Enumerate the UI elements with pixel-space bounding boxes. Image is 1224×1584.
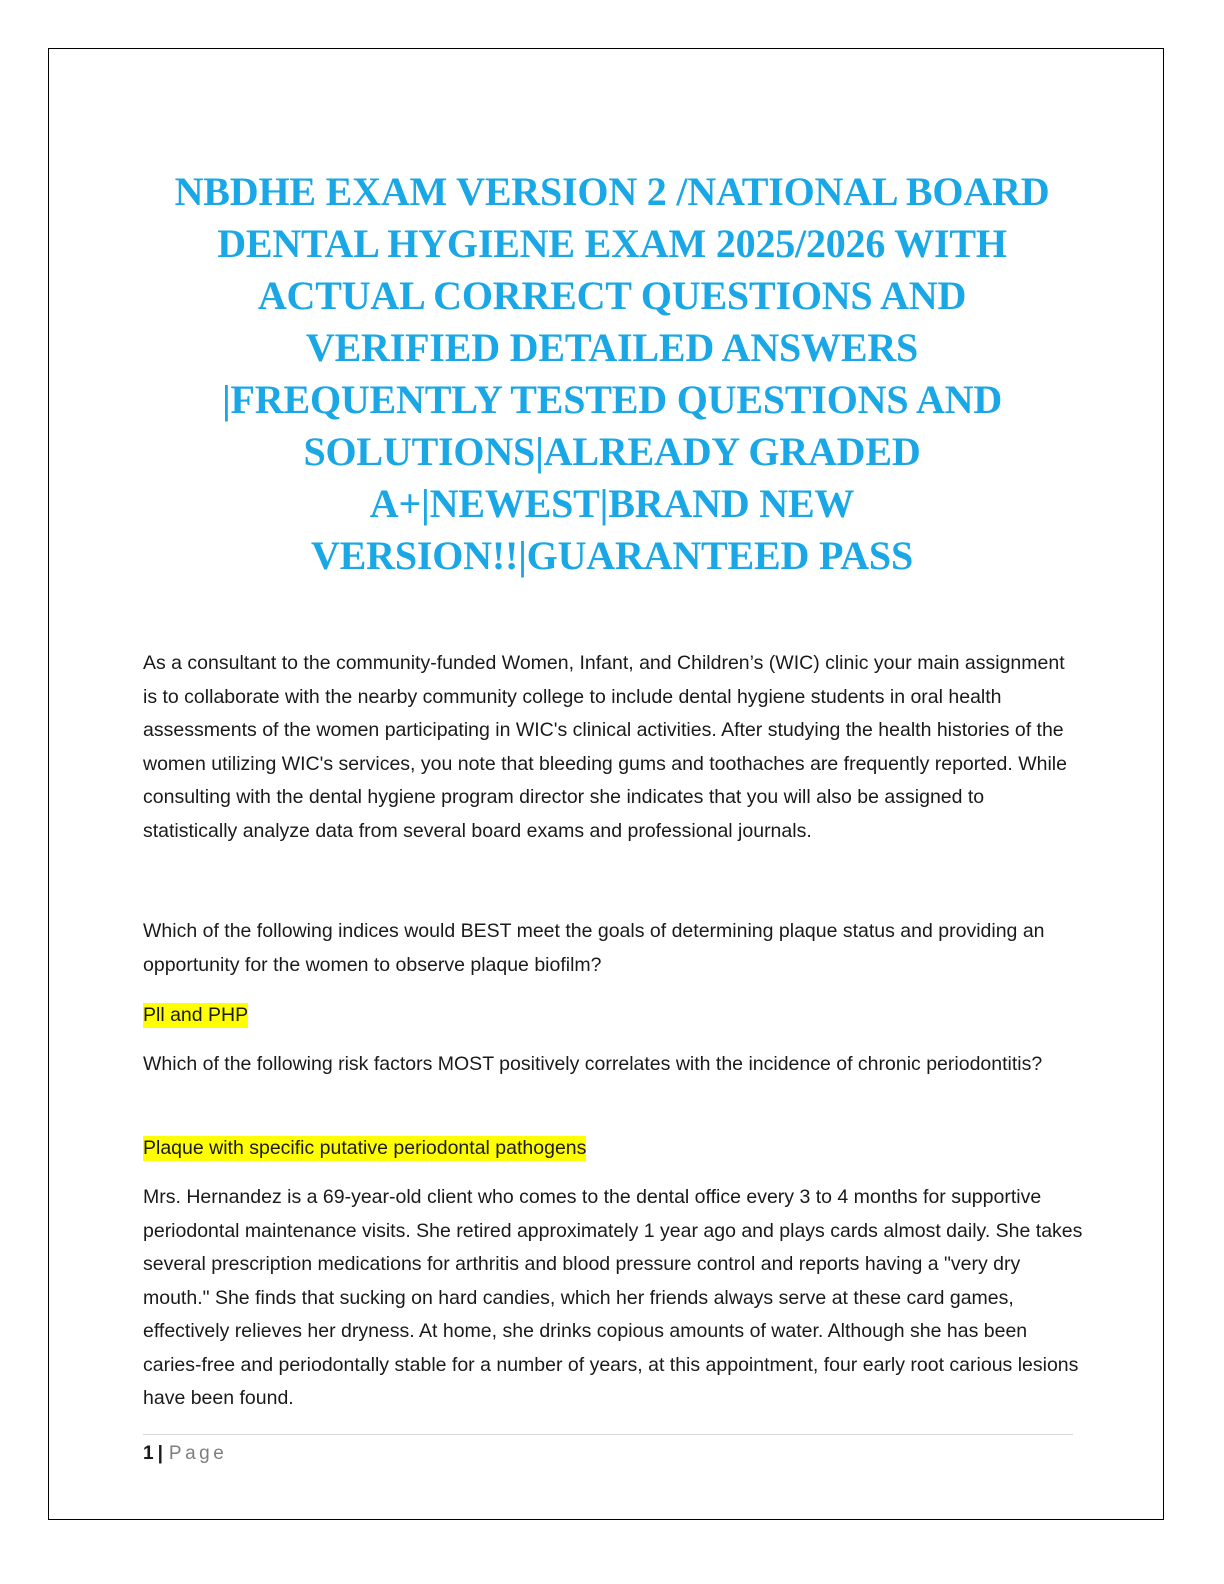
title-line: VERIFIED DETAILED ANSWERS [305,325,919,370]
question-paragraph: Which of the following risk factors MOST positively correlates with the incidence of chronic periodontitis? [143,1053,1043,1075]
title-line: ACTUAL CORRECT QUESTIONS AND [257,273,967,318]
answer-text: Plaque with specific putative periodontal pathogens [143,1137,587,1159]
page-label: Page [168,1443,228,1464]
title-line: SOLUTIONS|ALREADY GRADED [303,429,921,474]
document-title [110,166,1114,582]
title-line: A+|NEWEST|BRAND NEW [369,481,855,526]
scenario-paragraph: Mrs. Hernandez is a 69-year-old client who comes to the dental office every 3 to 4 months for supportive periodontal maintenance visits. She retired approximately 1 year ago and plays cards almost daily. She takes several prescription medications for arthritis and blood pressure control and reports having a "very dry mouth." She finds that sucking on hard candies, which her friends always serve at these card games, effectively relieves her dryness. At home, she drinks copious amounts of water. Although she has been caries-free and periodontally stable for a number of years, at this appointment, four early root carious lesions have been found. [143,1186,1083,1409]
page-footer [143,1441,227,1467]
title-line: DENTAL HYGIENE EXAM 2025/2026 WITH [217,221,1007,266]
answer-text: Pll and PHP [143,1004,249,1026]
title-line: NBDHE EXAM VERSION 2 /NATIONAL BOARD [174,169,1050,214]
page-number: 1 [143,1443,154,1464]
title-line: VERSION!!|GUARANTEED PASS [310,533,914,578]
question-paragraph: Which of the following indices would BEST meet the goals of determining plaque status and providing an opportunity for the women to observe plaque biofilm? [143,920,1045,976]
scenario-paragraph: As a consultant to the community-funded Women, Infant, and Children’s (WIC) clinic your main assignment is to collaborate with the nearby community college to include dental hygiene students in oral health assessments of the women participating in WIC's clinical activities. After studying the health histories of the women utilizing WIC's services, you note that bleeding gums and toothaches are frequently reported. While consulting with the dental hygiene program director she indicates that you will also be assigned to statistically analyze data from several board exams and professional journals. [143,652,1067,842]
footer-separator: | [157,1443,163,1464]
answer-highlight [143,1002,248,1028]
title-line: |FREQUENTLY TESTED QUESTIONS AND [221,377,1003,422]
footer-divider [143,1434,1073,1435]
answer-highlight [143,1135,586,1161]
